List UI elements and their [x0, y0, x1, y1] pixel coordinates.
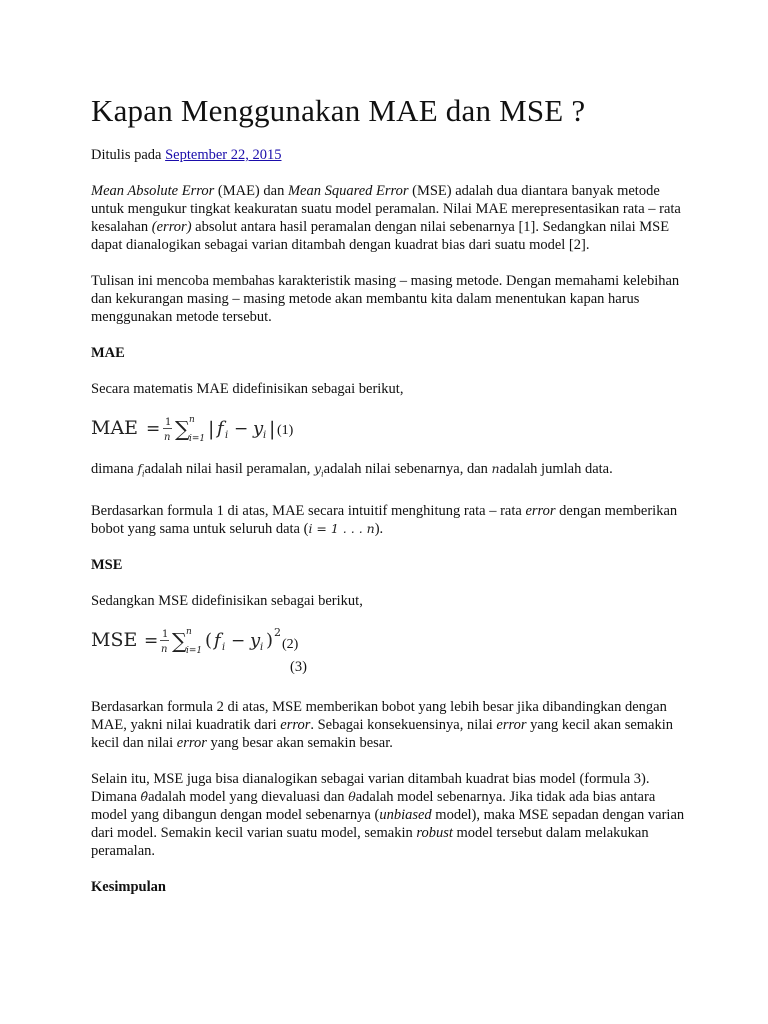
term-error: error [525, 502, 556, 519]
svg-text:i=1: i=1 [189, 434, 206, 444]
svg-text:n: n [161, 643, 168, 655]
svg-text:∑: ∑ [175, 417, 190, 441]
var-y-subscript: i [321, 469, 324, 479]
text: adalah jumlah data. [499, 461, 613, 477]
svg-text:): ) [266, 629, 274, 651]
svg-text:2: 2 [274, 625, 281, 639]
mse-intro: Sedangkan MSE didefinisikan sebagai berikut, [91, 592, 363, 609]
svg-text:i: i [222, 641, 226, 653]
term-error: error [496, 716, 527, 733]
var-y-symbol: y [314, 461, 322, 476]
svg-text:=: = [144, 630, 159, 651]
term-unbiased: unbiased [379, 806, 432, 823]
svg-text:f: f [214, 629, 221, 651]
svg-text:i: i [263, 430, 267, 441]
page-title: Kapan Menggunakan MAE dan MSE ? [91, 93, 586, 128]
svg-text:f: f [217, 418, 224, 439]
svg-text:|: | [208, 418, 215, 440]
equation-number-2: (2) [282, 636, 299, 652]
text: (MSE) adalah dua diantara banyak metode untuk mengukur tingkat keakuratan suatu model peramalan. Nilai MAE merepresentasikan rata – rata kesalahan [91, 183, 681, 235]
section-heading-conclusion: Kesimpulan [91, 878, 166, 895]
mae-description [91, 460, 691, 484]
text: adalah model sebenarnya. Jika tidak ada bias antara model yang dibangun dengan model sebenarnya ( [91, 788, 656, 823]
text: dimana [91, 461, 138, 477]
term-mae: Mean Absolute Error [91, 183, 215, 199]
text: ). [374, 520, 384, 537]
formula-lhs: MAE [91, 417, 139, 439]
formula-lhs: MSE [91, 628, 138, 651]
svg-text:n: n [164, 432, 171, 443]
term-error: (error) [151, 219, 192, 235]
text: absolut antara hasil peramalan dengan nilai sebenarnya [1]. Sedangkan nilai MSE dapat dianalogikan sebagai varian ditambah dengan kuadrat bias dari suatu model [2]. [91, 219, 670, 253]
text: Berdasarkan formula 1 di atas, MAE secara intuitif menghitung rata – rata [91, 502, 526, 519]
svg-text:y: y [250, 629, 261, 651]
svg-text:=: = [146, 419, 161, 439]
term-robust: robust [416, 824, 453, 841]
svg-text:y: y [253, 418, 264, 439]
mae-formula-graphic [91, 410, 321, 446]
text: . Sebagai konsekuensinya, nilai [310, 716, 497, 733]
byline [91, 146, 691, 164]
section-heading-mse: MSE [91, 556, 123, 573]
svg-text:|: | [269, 418, 276, 440]
svg-text:i: i [225, 430, 229, 441]
svg-text:i=1: i=1 [186, 645, 203, 656]
text: adalah model yang dievaluasi dan [148, 788, 349, 805]
text: adalah nilai sebenarnya, dan [323, 461, 492, 477]
var-y [314, 461, 324, 479]
section-heading-mae: MAE [91, 345, 125, 361]
equation-number-1: (1) [277, 423, 294, 438]
mae-intro: Secara matematis MAE didefinisikan sebagai berikut, [91, 381, 404, 397]
text: adalah nilai hasil peramalan, [144, 461, 315, 477]
text: dengan memberikan bobot yang sama untuk seluruh data ( [91, 502, 678, 537]
svg-text:i: i [260, 641, 264, 653]
var-f-symbol: f [137, 461, 142, 476]
article [91, 92, 691, 896]
text: yang besar akan semakin besar. [206, 734, 393, 751]
var-theta-hat: θ̂ [140, 788, 149, 804]
text: model tersebut dalam melakukan peramalan. [91, 824, 649, 859]
text: (MAE) dan [214, 183, 288, 199]
mae-explanation [91, 502, 691, 538]
byline-prefix: Ditulis pada [91, 147, 166, 163]
mae-formula [91, 410, 691, 446]
svg-text:−: − [234, 419, 249, 439]
text: Berdasarkan formula 2 di atas, MSE memberikan bobot yang lebih besar jika dibandingkan dengan MAE, yakni nilai kuadratik dari [91, 698, 667, 733]
var-n: n [491, 461, 500, 476]
svg-text:n: n [186, 626, 192, 637]
text: model), maka MSE sepadan dengan varian dari model. Semakin kecil varian suatu model, semakin [91, 806, 685, 841]
term-error: error [280, 716, 311, 733]
svg-text:∑: ∑ [172, 628, 187, 653]
index-range: i = 1 . . . n [308, 520, 375, 536]
svg-text:−: − [231, 630, 246, 651]
mse-explanation [91, 698, 691, 752]
equation-number-3: (3) [290, 658, 307, 675]
term-mse: Mean Squared Error [287, 183, 409, 199]
date-link[interactable]: September 22, 2015 [165, 147, 282, 163]
svg-text:1: 1 [165, 417, 172, 428]
term-error: error [176, 734, 207, 751]
intro-paragraph [91, 182, 691, 254]
mse-formula [91, 622, 691, 658]
mse-variance-paragraph [91, 770, 691, 860]
var-f-subscript: i [141, 469, 145, 479]
var-f [137, 461, 145, 479]
svg-text:1: 1 [162, 628, 169, 640]
svg-text:n: n [189, 415, 195, 425]
mse-formula-graphic [91, 622, 321, 658]
var-theta: θ [348, 788, 356, 804]
purpose-paragraph: Tulisan ini mencoba membahas karakteristik masing – masing metode. Dengan memahami kelebihan dan kekurangan masing – masing metode akan membantu kita dalam menentukan kapan harus menggunakan metode tersebut. [91, 273, 680, 325]
text: yang kecil akan semakin kecil dan nilai [91, 716, 674, 751]
svg-text:(: ( [205, 629, 213, 651]
text: Selain itu, MSE juga bisa dianalogikan sebagai varian ditambah kuadrat bias model (formula 3). Dimana [91, 770, 650, 805]
